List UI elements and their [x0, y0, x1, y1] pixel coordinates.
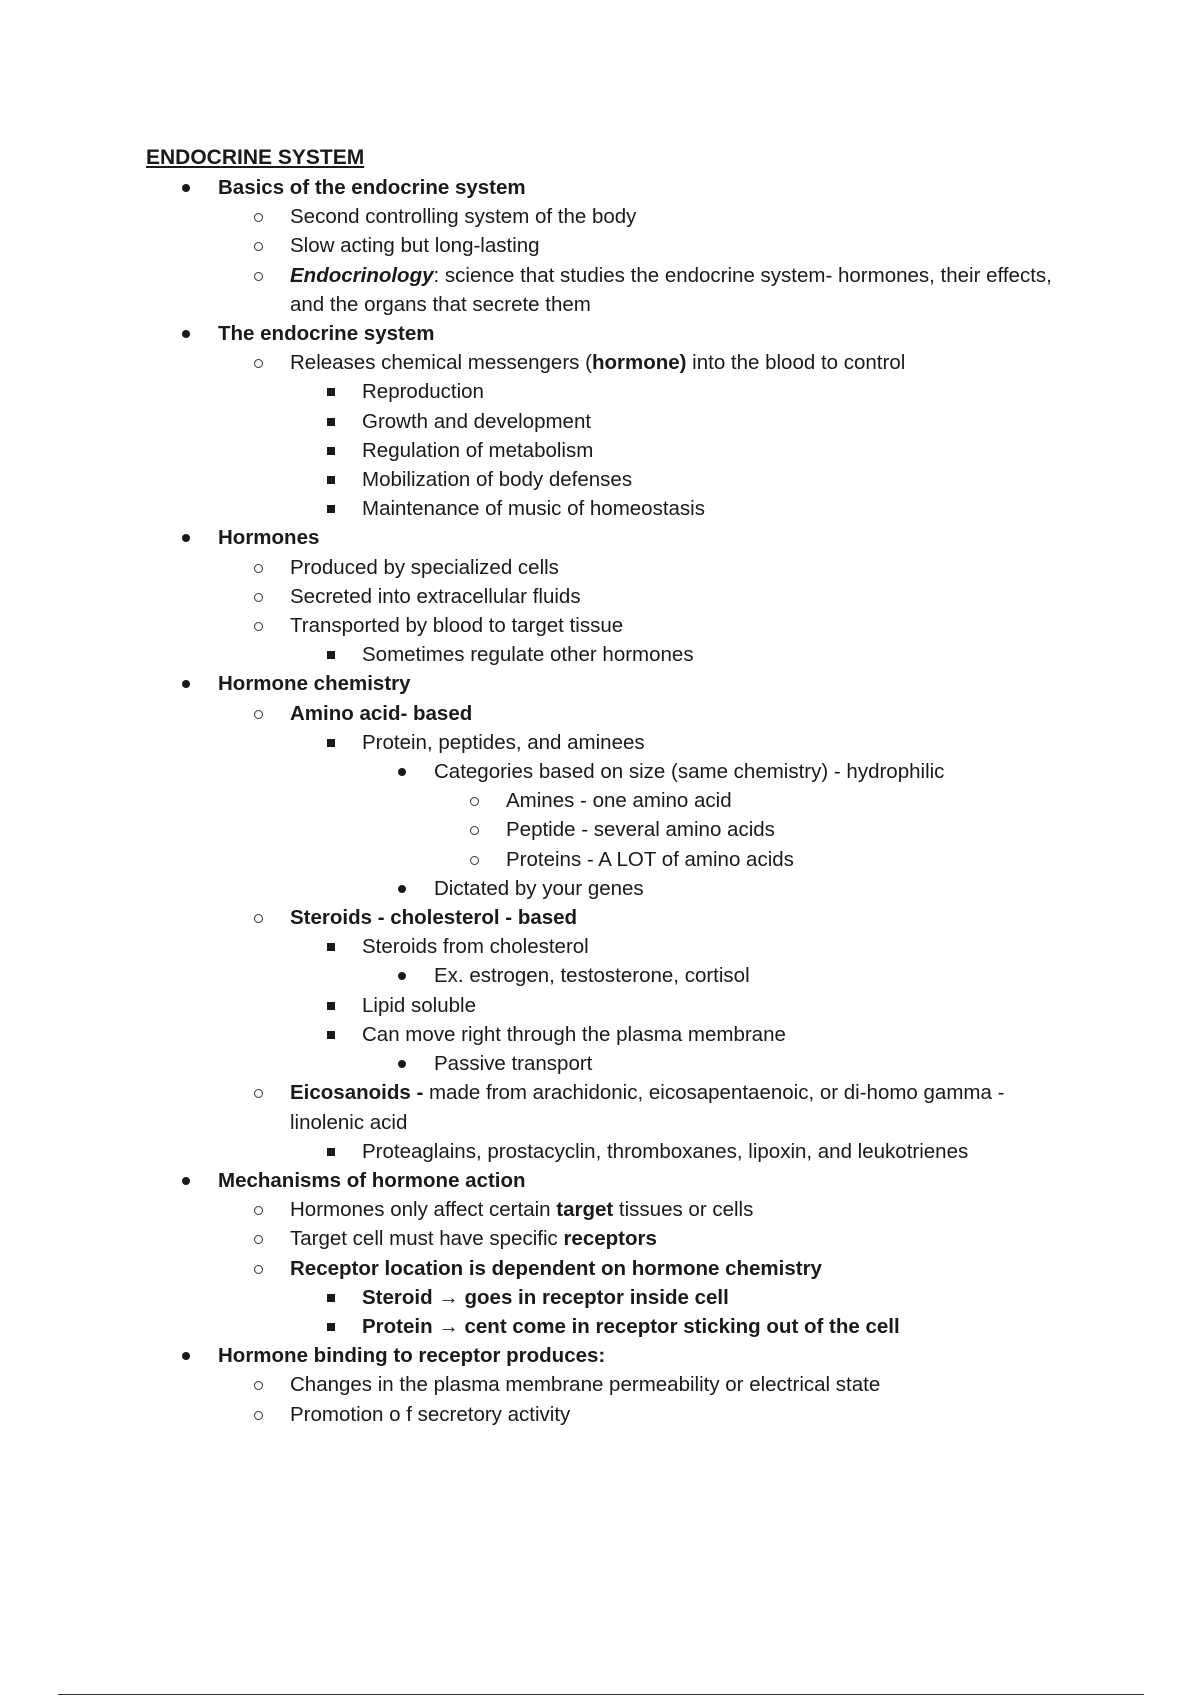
list-item: Transported by blood to target tissue: [290, 614, 624, 638]
list-item: Lipid soluble: [362, 993, 476, 1017]
subheading-eicosanoids: Eicosanoids - made from arachidonic, eicosapentaenoic, or di-homo gamma - linolenic acid: [290, 1081, 1005, 1134]
term-endocrinology: Endocrinology: [290, 263, 434, 287]
section-heading-binding: Hormone binding to receptor produces:: [218, 1344, 606, 1368]
section-heading-hormone-chemistry: Hormone chemistry: [218, 672, 411, 696]
list-item: Steroids from cholesterol: [362, 935, 589, 959]
list-item: Slow acting but long-lasting: [290, 234, 540, 258]
list-item: Secreted into extracellular fluids: [290, 584, 581, 608]
list-item: Passive transport: [434, 1052, 593, 1076]
section-heading-mechanisms: Mechanisms of hormone action: [218, 1168, 526, 1192]
list-item: Target cell must have specific receptors: [290, 1227, 657, 1251]
list-item: Protein → cent come in receptor sticking out of the cell: [362, 1314, 900, 1338]
subheading-steroids: Steroids - cholesterol - based: [290, 906, 578, 930]
outline: [0, 173, 1200, 1429]
list-item: Reproduction: [362, 380, 484, 404]
list-item: Dictated by your genes: [434, 876, 644, 900]
list-item: Protein, peptides, and aminees: [362, 730, 645, 754]
section-heading-hormones: Hormones: [218, 526, 320, 550]
section-heading-endocrine-system: The endocrine system: [218, 322, 435, 346]
list-item: Amines - one amino acid: [506, 789, 732, 813]
list-item: Sometimes regulate other hormones: [362, 643, 694, 667]
list-item: Receptor location is dependent on hormone chemistry: [290, 1256, 822, 1280]
list-item: Proteaglains, prostacyclin, thromboxanes, lipoxin, and leukotrienes: [362, 1139, 969, 1163]
list-item: Categories based on size (same chemistry) - hydrophilic: [434, 760, 945, 784]
list-item: Promotion o f secretory activity: [290, 1402, 571, 1426]
list-item: Hormones only affect certain target tissues or cells: [290, 1198, 754, 1222]
list-item: Changes in the plasma membrane permeability or electrical state: [290, 1373, 881, 1397]
list-item: Proteins - A LOT of amino acids: [506, 847, 794, 871]
list-item: Can move right through the plasma membrane: [362, 1022, 786, 1046]
list-item: Mobilization of body defenses: [362, 468, 633, 492]
list-item: Regulation of metabolism: [362, 438, 594, 462]
section-heading-basics: Basics of the endocrine system: [218, 176, 526, 199]
list-item: Second controlling system of the body: [290, 205, 637, 229]
list-item: Ex. estrogen, testosterone, cortisol: [434, 964, 750, 988]
subheading-amino-acid: Amino acid- based: [290, 701, 473, 725]
list-item-endocrinology: Endocrinology: science that studies the endocrine system- hormones, their effects, and the organs that secrete them: [290, 263, 1052, 316]
list-item: Growth and development: [362, 409, 592, 433]
list-item: Produced by specialized cells: [290, 555, 559, 579]
document-title: ENDOCRINE SYSTEM: [146, 146, 365, 169]
footer-divider: [58, 1694, 1144, 1695]
list-item: Releases chemical messengers (hormone) into the blood to control: [290, 351, 906, 375]
list-item: Maintenance of music of homeostasis: [362, 497, 705, 521]
list-item: Steroid → goes in receptor inside cell: [362, 1285, 729, 1309]
list-item: Peptide - several amino acids: [506, 818, 775, 842]
